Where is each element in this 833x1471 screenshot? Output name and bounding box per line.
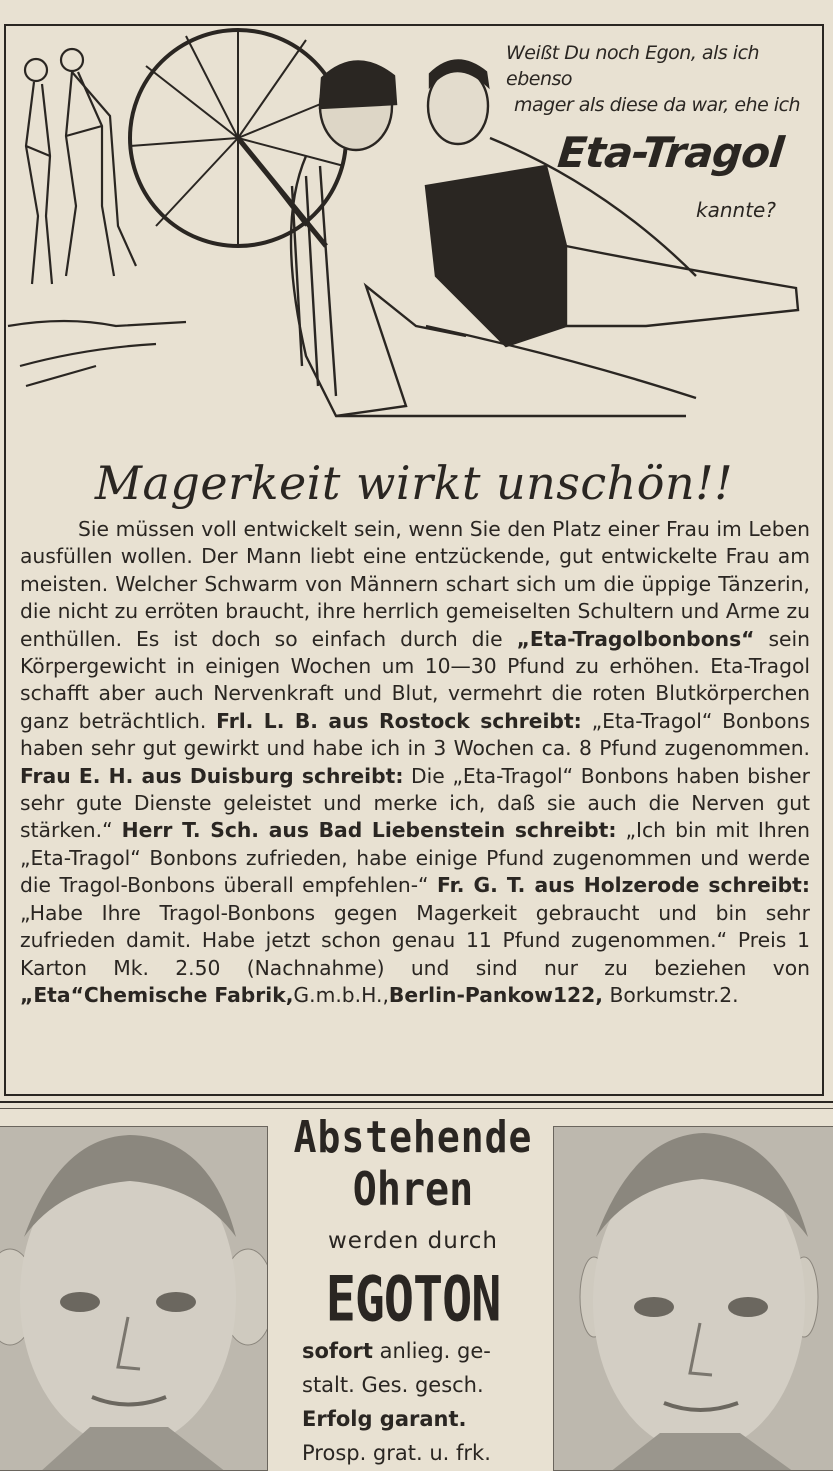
testimonial-author-3: Herr T. Sch. aus Bad Liebenstein schreibt: xyxy=(121,818,617,843)
speech-line-2: mager als diese da war, ehe ich xyxy=(514,94,801,116)
egoton-detail-1-rest: anlieg. ge- xyxy=(379,1339,491,1363)
boy-photo-after xyxy=(553,1126,833,1471)
testimonial-text-4: „Habe Ihre Tragol-Bonbons gegen Magerkeit gebraucht und bin sehr zufrieden damit. Habe jetzt schon genau 11 Pfund zugenommen.“ xyxy=(20,900,810,953)
company-address xyxy=(20,983,739,1007)
speech-line-1: Weißt Du noch Egon, als ich ebenso xyxy=(506,42,760,90)
boy-photo-before xyxy=(0,1126,268,1471)
ad-body-text xyxy=(20,516,810,1009)
thin-figures-drawing xyxy=(8,49,186,386)
boy-portrait-left xyxy=(0,1127,268,1471)
speech-bubble-text xyxy=(506,40,806,118)
testimonial-author-4: Fr. G. T. aus Holzerode schreibt: xyxy=(437,873,810,898)
ad-paragraph xyxy=(20,516,810,1009)
speech-end: kannte? xyxy=(696,198,776,222)
egoton-line-1: Abstehende xyxy=(293,1111,533,1163)
egoton-details xyxy=(278,1334,548,1470)
egoton-detail-4: Prosp. grat. u. frk. xyxy=(302,1441,491,1465)
company-city: Berlin-Pankow122, xyxy=(388,982,603,1007)
price-text: Preis 1 Karton Mk. 2.50 (Nachnahme) und sind nur zu beziehen von xyxy=(20,928,810,980)
company-street: Borkumstr.2. xyxy=(609,982,739,1007)
egoton-guarantee: Erfolg garant. xyxy=(302,1407,467,1431)
testimonial-text-3: „Ich bin mit Ihren „Eta-Tragol“ Bonbons zufrieden, habe einige Pfund zugenommen und werde die Tragol-Bonbons überall empfehlen-“ xyxy=(20,818,810,898)
egoton-line-2: Ohren xyxy=(352,1163,474,1217)
testimonial-text-2: Die „Eta-Tragol“ Bonbons haben bisher sehr gute Dienste geleistet und merke ich, daß sie auch die Nerven gut stärken.“ xyxy=(20,763,810,843)
egoton-detail-3 xyxy=(302,1402,548,1436)
intro-text-2: sein Körpergewicht in einigen Wochen um 10—30 Pfund zu erhöhen. Eta-Tragol schafft aber auch Nervenkraft und Blut, vermehrt die roten Blutkörperchen ganz beträchtlich. xyxy=(20,626,810,733)
egoton-line-3: werden durch xyxy=(327,1228,498,1254)
parasol-drawing xyxy=(130,30,346,246)
eta-tragol-advertisement xyxy=(4,24,824,1096)
egoton-advertisement xyxy=(278,1110,548,1470)
company-name: „Eta“Chemische Fabrik, xyxy=(20,982,294,1007)
testimonial-text-1: „Eta-Tragol“ Bonbons haben sehr gut gewirkt und habe ich in 3 Wochen ca. 8 Pfund zugenommen. xyxy=(20,708,811,761)
headline: Magerkeit wirkt unschön!! xyxy=(94,456,734,510)
egoton-sofort: sofort xyxy=(302,1339,373,1363)
section-divider xyxy=(0,1101,833,1103)
intro-text: Sie müssen voll entwickelt sein, wenn Sie den Platz einer Frau im Leben ausfüllen wollen. Der Mann liebt eine entzückende, gut entwickelte Frau am meisten. Welcher Schwarm von Männern schart sich um die üppige Tänzerin, die nicht zu erröten braucht, ihre herrlich gemeiselten Schultern und Arme zu enthüllen. Es ist doch so einfach durch die xyxy=(20,517,810,651)
testimonial-author-1: Frl. L. B. aus Rostock schreibt: xyxy=(216,708,582,733)
testimonial-author-2: Frau E. H. aus Duisburg schreibt: xyxy=(20,763,404,788)
egoton-brand: EGOTON xyxy=(325,1262,501,1336)
product-name: „Eta-Tragolbonbons“ xyxy=(516,626,755,651)
company-form: G.m.b.H., xyxy=(293,982,389,1007)
egoton-detail-2: stalt. Ges. gesch. xyxy=(302,1373,484,1397)
boy-portrait-right xyxy=(554,1127,833,1471)
brand-logo-eta-tragol: Eta-Tragol xyxy=(555,128,786,177)
